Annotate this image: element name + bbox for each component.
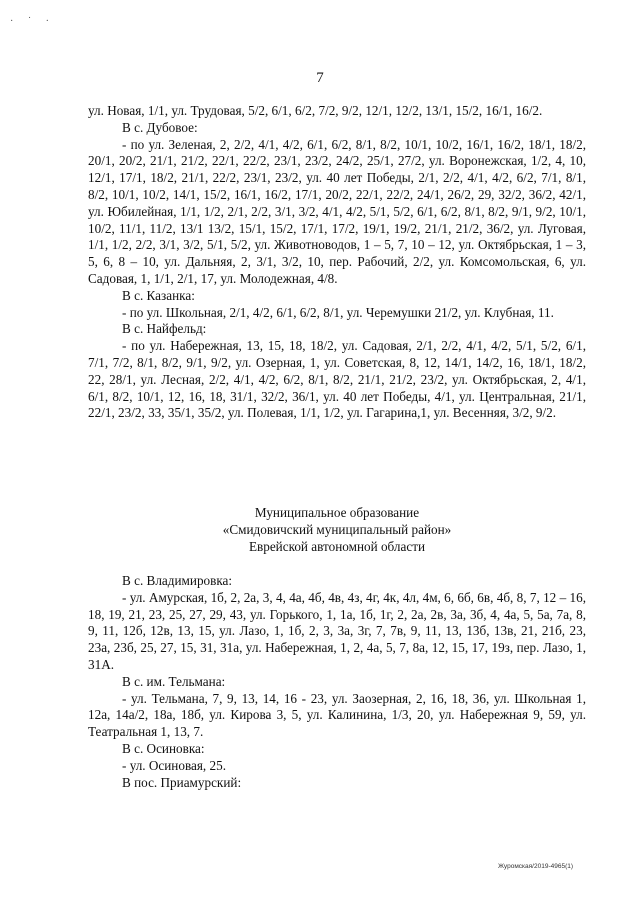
paragraph-street-list: - ул. Осиновая, 25.: [122, 757, 227, 773]
settlement-heading-telmana: В с. им. Тельмана:: [122, 673, 226, 689]
paragraph-street-list: - по ул. Школьная, 2/1, 4/2, 6/1, 6/2, 8/1, ул. Черемушки 21/2, ул. Клубная, 11.: [122, 304, 554, 320]
settlement-heading-dubovoe: В с. Дубовое:: [122, 119, 198, 135]
paragraph-street-list: - ул. Амурская, 1б, 2, 2а, 3, 4, 4а, 4б, 4в, 4з, 4г, 4к, 4л, 4м, 6, 6б, 6в, 4б, 8, 7, 12 – 16, 18, 19, 21, 23, 25, 27, 29, 43, ул. Горького, 1, 1а, 1б, 1г, 2, 2а, 2в, 3а, 3б, 4, 4а, 5, 5а, 7а, 8, 9, 11, 12б, 12в, 13, 15, ул. Лазо, 1, 1б, 2, 3, 3а, 3г, 7, 7в, 9, 11, 13, 13б, 13в, 21, 21б, 23, 23а, 23б, 25, 27, 15, 31, 31а, ул. Набережная, 1, 2, 4а, 5, 7, 8а, 12, 15, 17, 19з, пер. Лазо, 1, 31А.: [88, 589, 586, 672]
paragraph-street-list: ул. Новая, 1/1, ул. Трудовая, 5/2, 6/1, 6/2, 7/2, 9/2, 12/1, 12/2, 13/1, 15/2, 16/1, 16/2.: [88, 103, 543, 118]
municipality-heading: [88, 505, 586, 555]
section-2: [88, 573, 586, 791]
page-number: 7: [316, 70, 324, 86]
settlement-heading-priamursky: В пос. Приамурский:: [122, 774, 242, 790]
settlement-heading-osinovka: В с. Осиновка:: [122, 740, 205, 756]
paragraph-street-list: - по ул. Зеленая, 2, 2/2, 4/1, 4/2, 6/1, 6/2, 8/1, 8/2, 10/1, 10/2, 16/1, 16/2, 18/1, 18/2, 20/1, 20/2, 21/1, 21/2, 22/1, 22/2, 23/1, 23/2, 24/2, 25/1, 27/2, ул. Воронежская, 1/2, 4, 10, 12/1, 17/1, 18/2, 21/1, 22/2, 23/1, 23/2, ул. 40 лет Победы, 2/1, 2/2, 4/1, 4/2, 6/2, 7/1, 8/1, 8/2, 10/1, 10/2, 14/1, 15/2, 16/1, 16/2, 17/1, 20/2, 22/1, 22/2, 24/1, 26/2, 29, 32/2, 36/2, 42/1, ул. Юбилейная, 1/1, 1/2, 2/1, 2/2, 3/1, 3/2, 4/1, 4/2, 5/1, 5/2, 6/1, 6/2, 8/1, 8/2, 9/1, 9/2, 10/1, 10/2, 11/1, 11/2, 13/1 13/2, 15/1, 15/2, 17/1, 17/2, 19/1, 19/2, 21/1, 21/2, 36/2, ул. Луговая, 1/1, 1/2, 2/2, 3/1, 3/2, 5/1, 5/2, ул. Животноводов, 1 – 5, 7, 10 – 12, ул. Октябрьская, 1 – 3, 5, 6, 8 – 10, ул. Дальняя, 2, 3/1, 3/2, 10, пер. Рабочий, 2/2, ул. Комсомольская, 6, ул. Садовая, 1, 1/1, 2/1, 17, ул. Молодежная, 4/8.: [88, 136, 586, 286]
heading-line: «Смидовичский муниципальный район»: [222, 521, 452, 537]
section-1: [88, 103, 586, 422]
paragraph-street-list: - ул. Тельмана, 7, 9, 13, 14, 16 - 23, ул. Заозерная, 2, 16, 18, 36, ул. Школьная 1, 12а, 14а/2, 18а, 18б, ул. Кирова 3, 5, ул. Калинина, 1/3, 20, ул. Набережная 9, 59, ул. Театральная 1, 13, 7.: [88, 690, 586, 740]
heading-line: Еврейской автономной области: [248, 538, 426, 554]
scan-specks: · ˙ ·: [10, 16, 55, 27]
settlement-heading-kazanka: В с. Казанка:: [122, 287, 195, 303]
paragraph-street-list: - по ул. Набережная, 13, 15, 18, 18/2, ул. Садовая, 2/1, 2/2, 4/1, 4/2, 5/1, 5/2, 6/1, 7/1, 7/2, 8/1, 8/2, 9/1, 9/2, ул. Озерная, 1, ул. Советская, 8, 12, 14/1, 14/2, 16, 18/1, 18/2, 22, 28/1, ул. Лесная, 2/2, 4/1, 4/2, 6/2, 8/1, 8/2, 21/1, 21/2, 23/2, ул. Октябрьская, 2, 4/1, 6/1, 8/2, 10/1, 12, 16, 18, 31/1, 32/2, 36/1, ул. 40 лет Победы, 4/1, ул. Центральная, 21/1, 22/1, 23/2, 33, 35/1, 35/2, ул. Полевая, 1/1, 1/2, ул. Гагарина,1, ул. Весенняя, 3/2, 9/2.: [88, 338, 586, 421]
settlement-heading-vladimirovka: В с. Владимировка:: [122, 573, 233, 588]
settlement-heading-naifeld: В с. Найфельд:: [122, 321, 207, 337]
heading-line: Муниципальное образование: [254, 505, 420, 520]
document-code: Журомская/2019-4965(1): [498, 863, 574, 870]
